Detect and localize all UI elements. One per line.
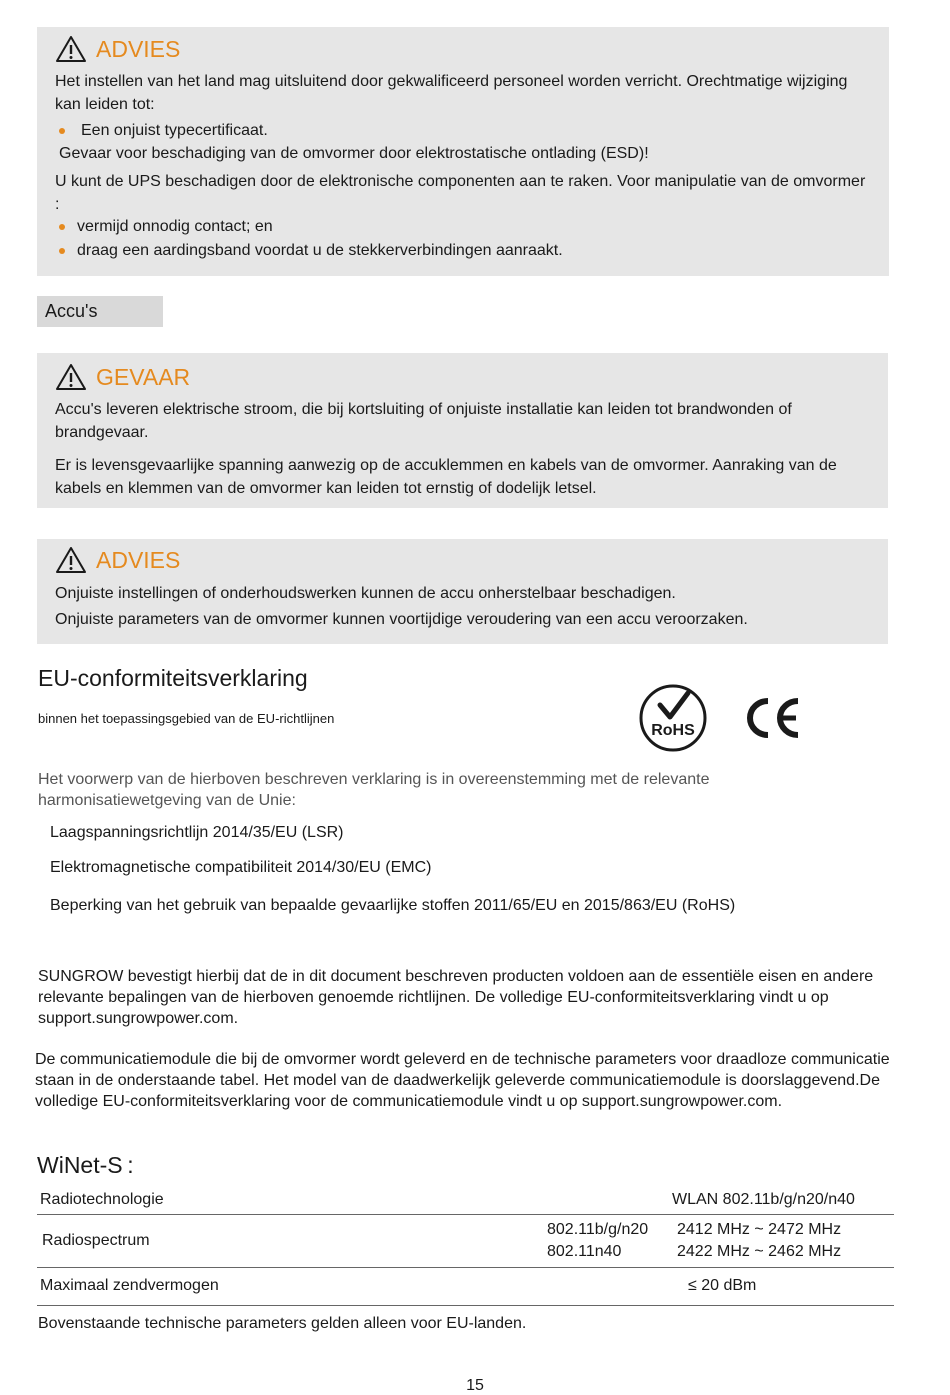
bullet-item: draag een aardingsband voordat u de stekkerverbindingen aanraakt. [55, 240, 871, 263]
sungrow-statement: SUNGROW bevestigt hierbij dat de in dit document beschreven producten voldoen aan de essentiële eisen en andere relevante bepalingen van de hierboven genoemde richtlijnen. De volledige EU-conformiteitsverklaring vindt u op support.sungrowpower.com. [38, 968, 874, 1027]
eu-declaration-subtitle: binnen het toepassingsgebied van de EU-richtlijnen [38, 711, 335, 726]
table-row [37, 1214, 894, 1267]
row-value: ≤ 20 dBm [688, 1277, 757, 1294]
rohs-logo-text: RoHS [651, 722, 695, 739]
warning-triangle-icon [55, 363, 87, 391]
winet-title: WiNet-S : [37, 1152, 134, 1178]
notice-intro: Het instellen van het land mag uitsluitend door gekwalificeerd personeel worden verricht. Orechtmatige wijziging kan leiden tot: [55, 73, 848, 113]
danger-title: GEVAAR [96, 363, 191, 390]
eu-only-footnote: Bovenstaande technische parameters gelden alleen voor EU-landen. [38, 1315, 527, 1332]
band-freq: 2422 MHz ~ 2462 MHz [677, 1242, 842, 1260]
ce-mark-icon [742, 693, 804, 743]
notice-title: ADVIES [96, 35, 181, 62]
danger-box [37, 353, 888, 508]
rohs-logo-icon [638, 683, 708, 753]
table-row [37, 1267, 894, 1305]
danger-paragraph-1: Accu's leveren elektrische stroom, die bij kortsluiting of onjuiste installatie kan leiden tot brandwonden of brandgevaar. [55, 401, 792, 441]
notice-box-advies-2 [37, 539, 888, 644]
esd-warning: Gevaar voor beschadiging van de omvormer door elektrostatische ontlading (ESD)! [59, 144, 649, 162]
row-value: WLAN 802.11b/g/n20/n40 [672, 1190, 855, 1208]
eu-declaration-title: EU-conformiteitsverklaring [38, 665, 308, 691]
directive-emc: Elektromagnetische compatibiliteit 2014/30/EU (EMC) [50, 859, 432, 876]
band-std: 802.11n40 [547, 1242, 622, 1260]
ups-warning: U kunt de UPS beschadigen door de elektronische componenten aan te raken. Voor manipulatie van de omvormer : [55, 173, 866, 213]
notice2-paragraph-2: Onjuiste parameters van de omvormer kunnen voortijdige veroudering van een accu veroorzaken. [55, 610, 748, 628]
row-label: Radiotechnologie [40, 1190, 164, 1208]
table-row [37, 1186, 894, 1214]
directive-rohs: Beperking van het gebruik van bepaalde gevaarlijke stoffen 2011/65/EU en 2015/863/EU (RoHS) [50, 897, 736, 914]
notice-header [55, 35, 871, 63]
bullet-item: Een onjuist typecertificaat. [55, 120, 871, 143]
winet-spec-table [37, 1186, 894, 1306]
row-label: Maximaal zendvermogen [40, 1277, 219, 1294]
page-number: 15 [466, 1377, 484, 1394]
band-freq: 2412 MHz ~ 2472 MHz [677, 1220, 842, 1238]
danger-paragraph-2: Er is levensgevaarlijke spanning aanwezig op de accuklemmen en kabels van de omvormer. Aanraking van de kabels en klemmen van de omvormer kan leiden tot ernstig of dodelijk letsel. [55, 457, 837, 497]
section-heading-accus: Accu's [37, 296, 163, 327]
notice2-paragraph-1: Onjuiste instellingen of onderhoudswerken kunnen de accu onherstelbaar beschadigen. [55, 585, 676, 602]
band-standards [547, 1214, 677, 1267]
warning-triangle-icon [55, 546, 87, 574]
directive-lsr: Laagspanningsrichtlijn 2014/35/EU (LSR) [50, 824, 344, 841]
band-std: 802.11b/g/n20 [547, 1220, 649, 1238]
comm-module-statement: De communicatiemodule die bij de omvormer wordt geleverd en de technische parameters voor draadloze communicatie staan in de onderstaande tabel. Het model van de daadwerkelijk geleverde communicatiemodule is doorslaggevend.De volledige EU-conformiteitsverklaring voor de communicatiemodule vindt u op support.sungrowpower.com. [35, 1051, 890, 1110]
bullet-item: vermijd onnodig contact; en [55, 216, 871, 239]
danger-header [55, 363, 870, 391]
notice-title: ADVIES [96, 546, 181, 573]
band-frequencies [677, 1214, 894, 1267]
notice-box-advies-1 [37, 27, 889, 276]
certification-logos [638, 683, 804, 753]
warning-triangle-icon [55, 35, 87, 63]
row-label: Radiospectrum [42, 1231, 150, 1249]
notice-header [55, 546, 870, 574]
eu-intro: Het voorwerp van de hierboven beschreven verklaring is in overeenstemming met de relevante harmonisatiewetgeving van de Unie: [38, 771, 710, 809]
